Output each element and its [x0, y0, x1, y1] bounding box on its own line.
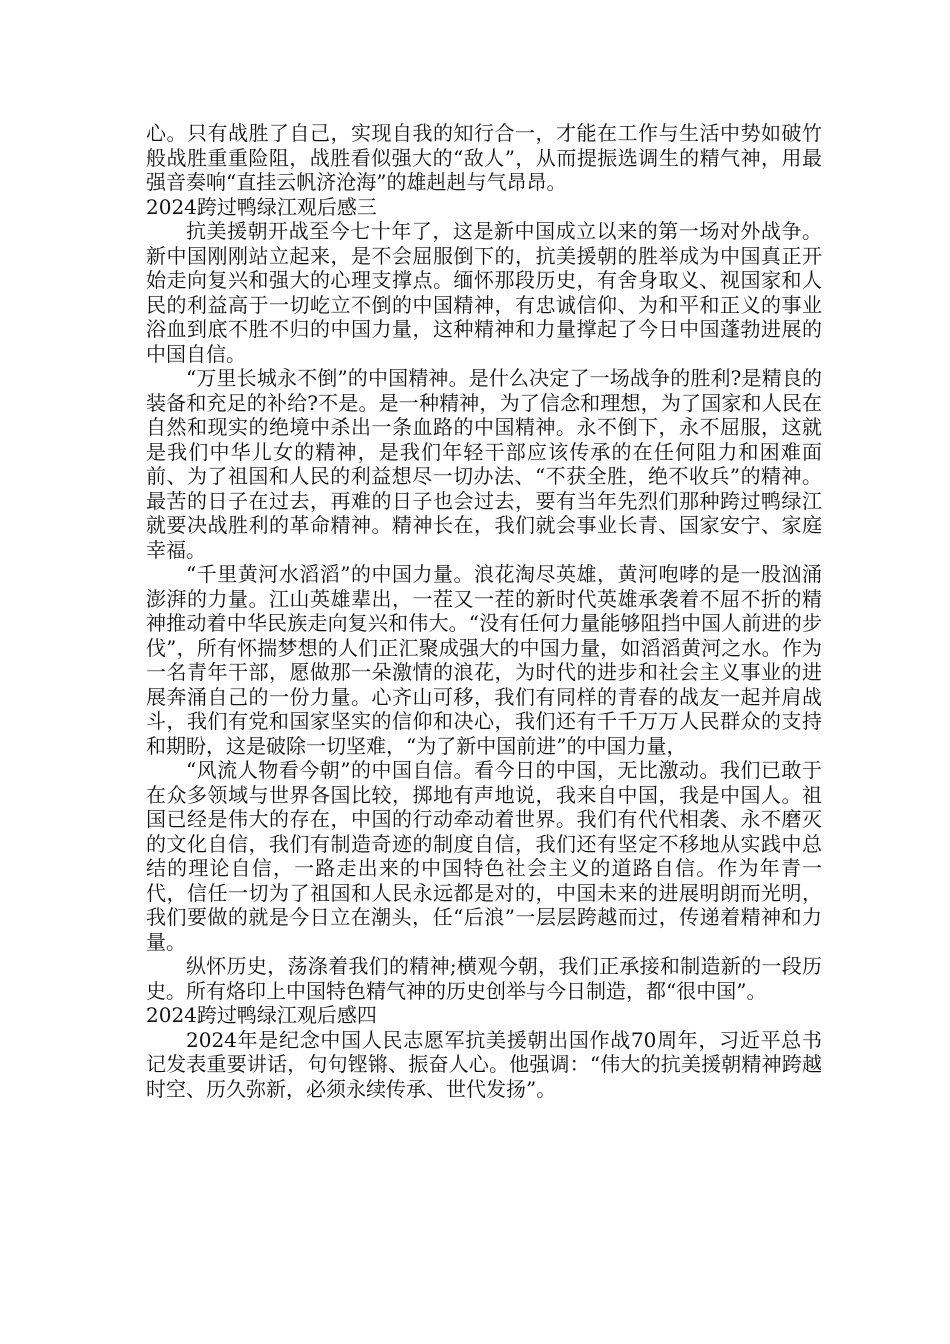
paragraph: 纵怀历史，荡涤着我们的精神;横观今朝，我们正承接和制造新的一段历史。所有烙印上中国特色精气神的历史创举与今日制造，都“很中国”。 — [146, 954, 822, 1003]
paragraph: “风流人物看今朝”的中国自信。看今日的中国，无比激动。我们已敢于在众多领域与世界各国比较，掷地有声地说，我来自中国，我是中国人。祖国已经是伟大的存在，中国的行动牵动着世界。我们有代代相袭、永不磨灭的文化自信，我们有制造奇迹的制度自信，我们还有坚定不移地从实践中总结的理论自信，一路走出来的中国特色社会主义的道路自信。作为年青一代，信任一切为了祖国和人民永远都是对的，中国未来的进展明朗而光明，我们要做的就是今日立在潮头，任“后浪”一层层跨越而过，传递着精神和力量。 — [146, 758, 822, 954]
paragraph: “千里黄河水滔滔”的中国力量。浪花淘尽英雄，黄河咆哮的是一股汹涌澎湃的力量。江山英雄辈出，一茬又一茬的新时代英雄承袭着不屈不折的精神推动着中华民族走向复兴和伟大。“没有任何力量能够阻挡中国人前进的步伐”，所有怀揣梦想的人们正汇聚成强大的中国力量，如滔滔黄河之水。作为一名青年干部，愿做那一朵激情的浪花，为时代的进步和社会主义事业的进展奔涌自己的一份力量。心齐山可移，我们有同样的青春的战友一起并肩战斗，我们有党和国家坚实的信仰和决心，我们还有千千万万人民群众的支持和期盼，这是破除一切坚难，“为了新中国前进”的中国力量， — [146, 562, 822, 758]
paragraph: 抗美援朝开战至今七十年了，这是新中国成立以来的第一场对外战争。新中国刚刚站立起来，是不会屈服倒下的，抗美援朝的胜举成为中国真正开始走向复兴和强大的心理支撑点。缅怀那段历史，有舍身取义、视国家和人民的利益高于一切屹立不倒的中国精神，有忠诚信仰、为和平和正义的事业浴血到底不胜不归的中国力量，这种精神和力量撑起了今日中国蓬勃进展的中国自信。 — [146, 219, 822, 366]
paragraph: 2024年是纪念中国人民志愿军抗美援朝出国作战70周年，习近平总书记发表重要讲话，句句铿锵、振奋人心。他强调：“伟大的抗美援朝精神跨越时空、历久弥新，必须永续传承、世代发扬”。 — [146, 1027, 822, 1101]
paragraph: “万里长城永不倒”的中国精神。是什么决定了一场战争的胜利?是精良的装备和充足的补给?不是。是一种精神，为了信念和理想，为了国家和人民在自然和现实的绝境中杀出一条血路的中国精神。永不倒下，永不屈服，这就是我们中华儿女的精神，是我们年轻干部应该传承的在任何阻力和困难面前、为了祖国和人民的利益想尽一切办法、“不获全胜，绝不收兵”的精神。最苦的日子在过去，再难的日子也会过去，要有当年先烈们那种跨过鸭绿江就要决战胜利的革命精神。精神长在，我们就会事业长青、国家安宁、家庭幸福。 — [146, 366, 822, 562]
section-heading-4: 2024跨过鸭绿江观后感四 — [146, 1003, 377, 1027]
section-heading-3: 2024跨过鸭绿江观后感三 — [146, 194, 377, 219]
document-body — [146, 121, 822, 1101]
paragraph-continuation: 心。只有战胜了自己，实现自我的知行合一，才能在工作与生活中势如破竹般战胜重重险阻，战胜看似强大的“敌人”，从而提振选调生的精气神，用最强音奏响“直挂云帆济沧海”的雄赳赳与气昂昂。 — [146, 121, 822, 194]
